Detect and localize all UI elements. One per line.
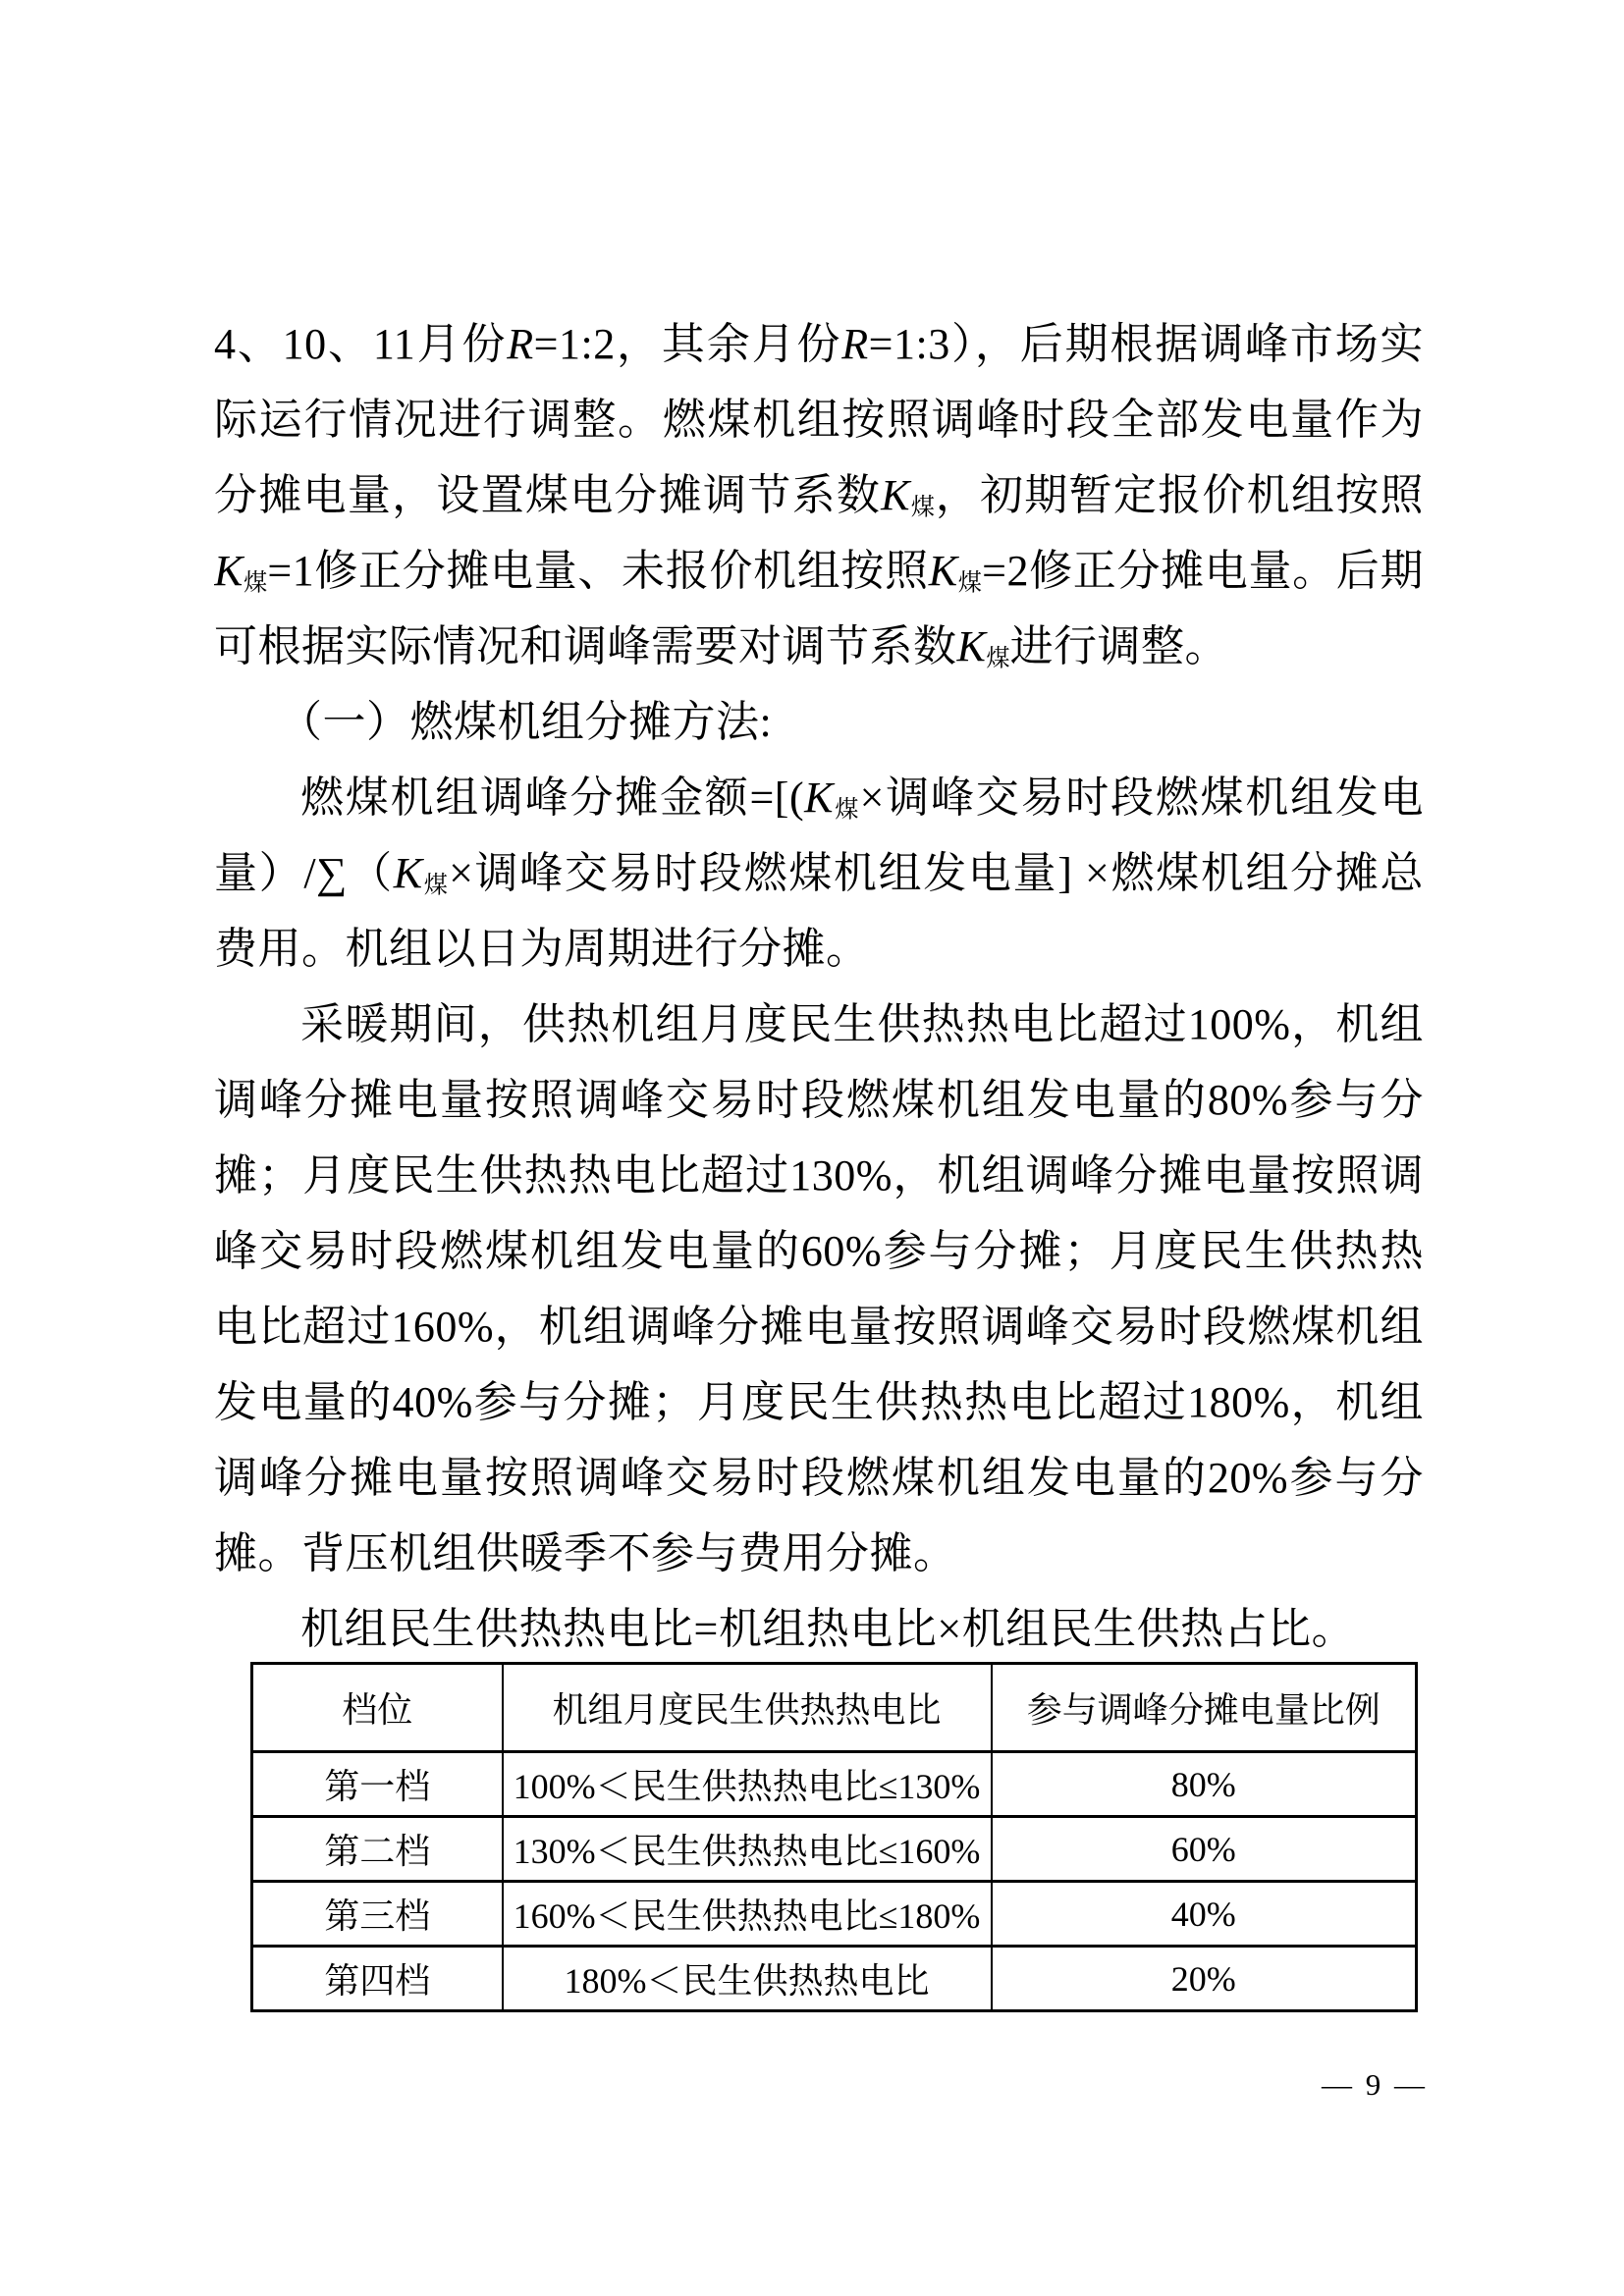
range-cell: 100%＜民生供热热电比≤130% <box>503 1752 992 1817</box>
text-line: 4、10、11月份R=1:2，其余月份R=1:3），后期根据调峰市场实 <box>214 320 1424 368</box>
text-line: 际运行情况进行调整。燃煤机组按照调峰时段全部发电量作为 <box>214 396 1424 444</box>
text-line: 分摊电量，设置煤电分摊调节系数$K_煤$，初期暂定报价机组按照 <box>214 471 1424 521</box>
text-line: 燃煤机组调峰分摊金额$=[(K_煤\times$调峰交易时段燃煤机组发电 <box>300 774 1424 824</box>
text-line: 采暖期间，供热机组月度民生供热热电比超过100%，机组 <box>300 1000 1424 1048</box>
text-line: （一）燃煤机组分摊方法: <box>279 698 773 746</box>
text-line: 费用。机组以日为周期进行分摊。 <box>214 925 870 973</box>
table-row <box>252 1882 1417 1947</box>
table-header-tier: 档位 <box>252 1664 503 1752</box>
text-line: $K_煤=1$修正分摊电量、未报价机组按照$K_煤=2$修正分摊电量。后期 <box>214 547 1424 597</box>
table-header-heat-ratio: 机组月度民生供热热电比 <box>503 1664 992 1752</box>
ratio-cell: 60% <box>992 1817 1417 1882</box>
heat-ratio-table <box>250 1662 1418 2012</box>
text-line: 峰交易时段燃煤机组发电量的60%参与分摊；月度民生供热热 <box>214 1227 1424 1275</box>
tier-cell: 第三档 <box>252 1882 503 1947</box>
ratio-cell: 20% <box>992 1947 1417 2011</box>
ratio-cell: 80% <box>992 1752 1417 1817</box>
table-row <box>252 1817 1417 1882</box>
tier-cell: 第一档 <box>252 1752 503 1817</box>
table-row <box>252 1947 1417 2011</box>
text-line: 调峰分摊电量按照调峰交易时段燃煤机组发电量的20%参与分 <box>214 1454 1424 1502</box>
body-text <box>214 306 1424 1667</box>
table-row <box>252 1752 1417 1817</box>
text-line: 电比超过160%，机组调峰分摊电量按照调峰交易时段燃煤机组 <box>214 1303 1424 1351</box>
page-number: — 9 — <box>1322 2067 1428 2102</box>
range-cell: 130%＜民生供热热电比≤160% <box>503 1817 992 1882</box>
text-line: 机组民生供热热电比=机组热电比×机组民生供热占比。 <box>300 1605 1356 1653</box>
range-cell: 160%＜民生供热热电比≤180% <box>503 1882 992 1947</box>
text-line: 摊。背压机组供暖季不参与费用分摊。 <box>214 1529 957 1577</box>
range-cell: 180%＜民生供热热电比 <box>503 1947 992 2011</box>
text-line: 摊；月度民生供热热电比超过130%，机组调峰分摊电量按照调 <box>214 1151 1424 1200</box>
tier-cell: 第二档 <box>252 1817 503 1882</box>
tier-cell: 第四档 <box>252 1947 503 2011</box>
table-header-row <box>252 1664 1417 1752</box>
text-line: 调峰分摊电量按照调峰交易时段燃煤机组发电量的80%参与分 <box>214 1076 1424 1124</box>
ratio-cell: 40% <box>992 1882 1417 1947</box>
text-line: 量）$/\sum(K_煤\times$调峰交易时段燃煤机组发电量] ×燃煤机组分摊总 <box>214 849 1424 899</box>
table-header-share-ratio: 参与调峰分摊电量比例 <box>992 1664 1417 1752</box>
text-line: 可根据实际情况和调峰需要对调节系数$K_煤$进行调整。 <box>214 622 1229 672</box>
text-line: 发电量的40%参与分摊；月度民生供热热电比超过180%，机组 <box>214 1378 1424 1426</box>
